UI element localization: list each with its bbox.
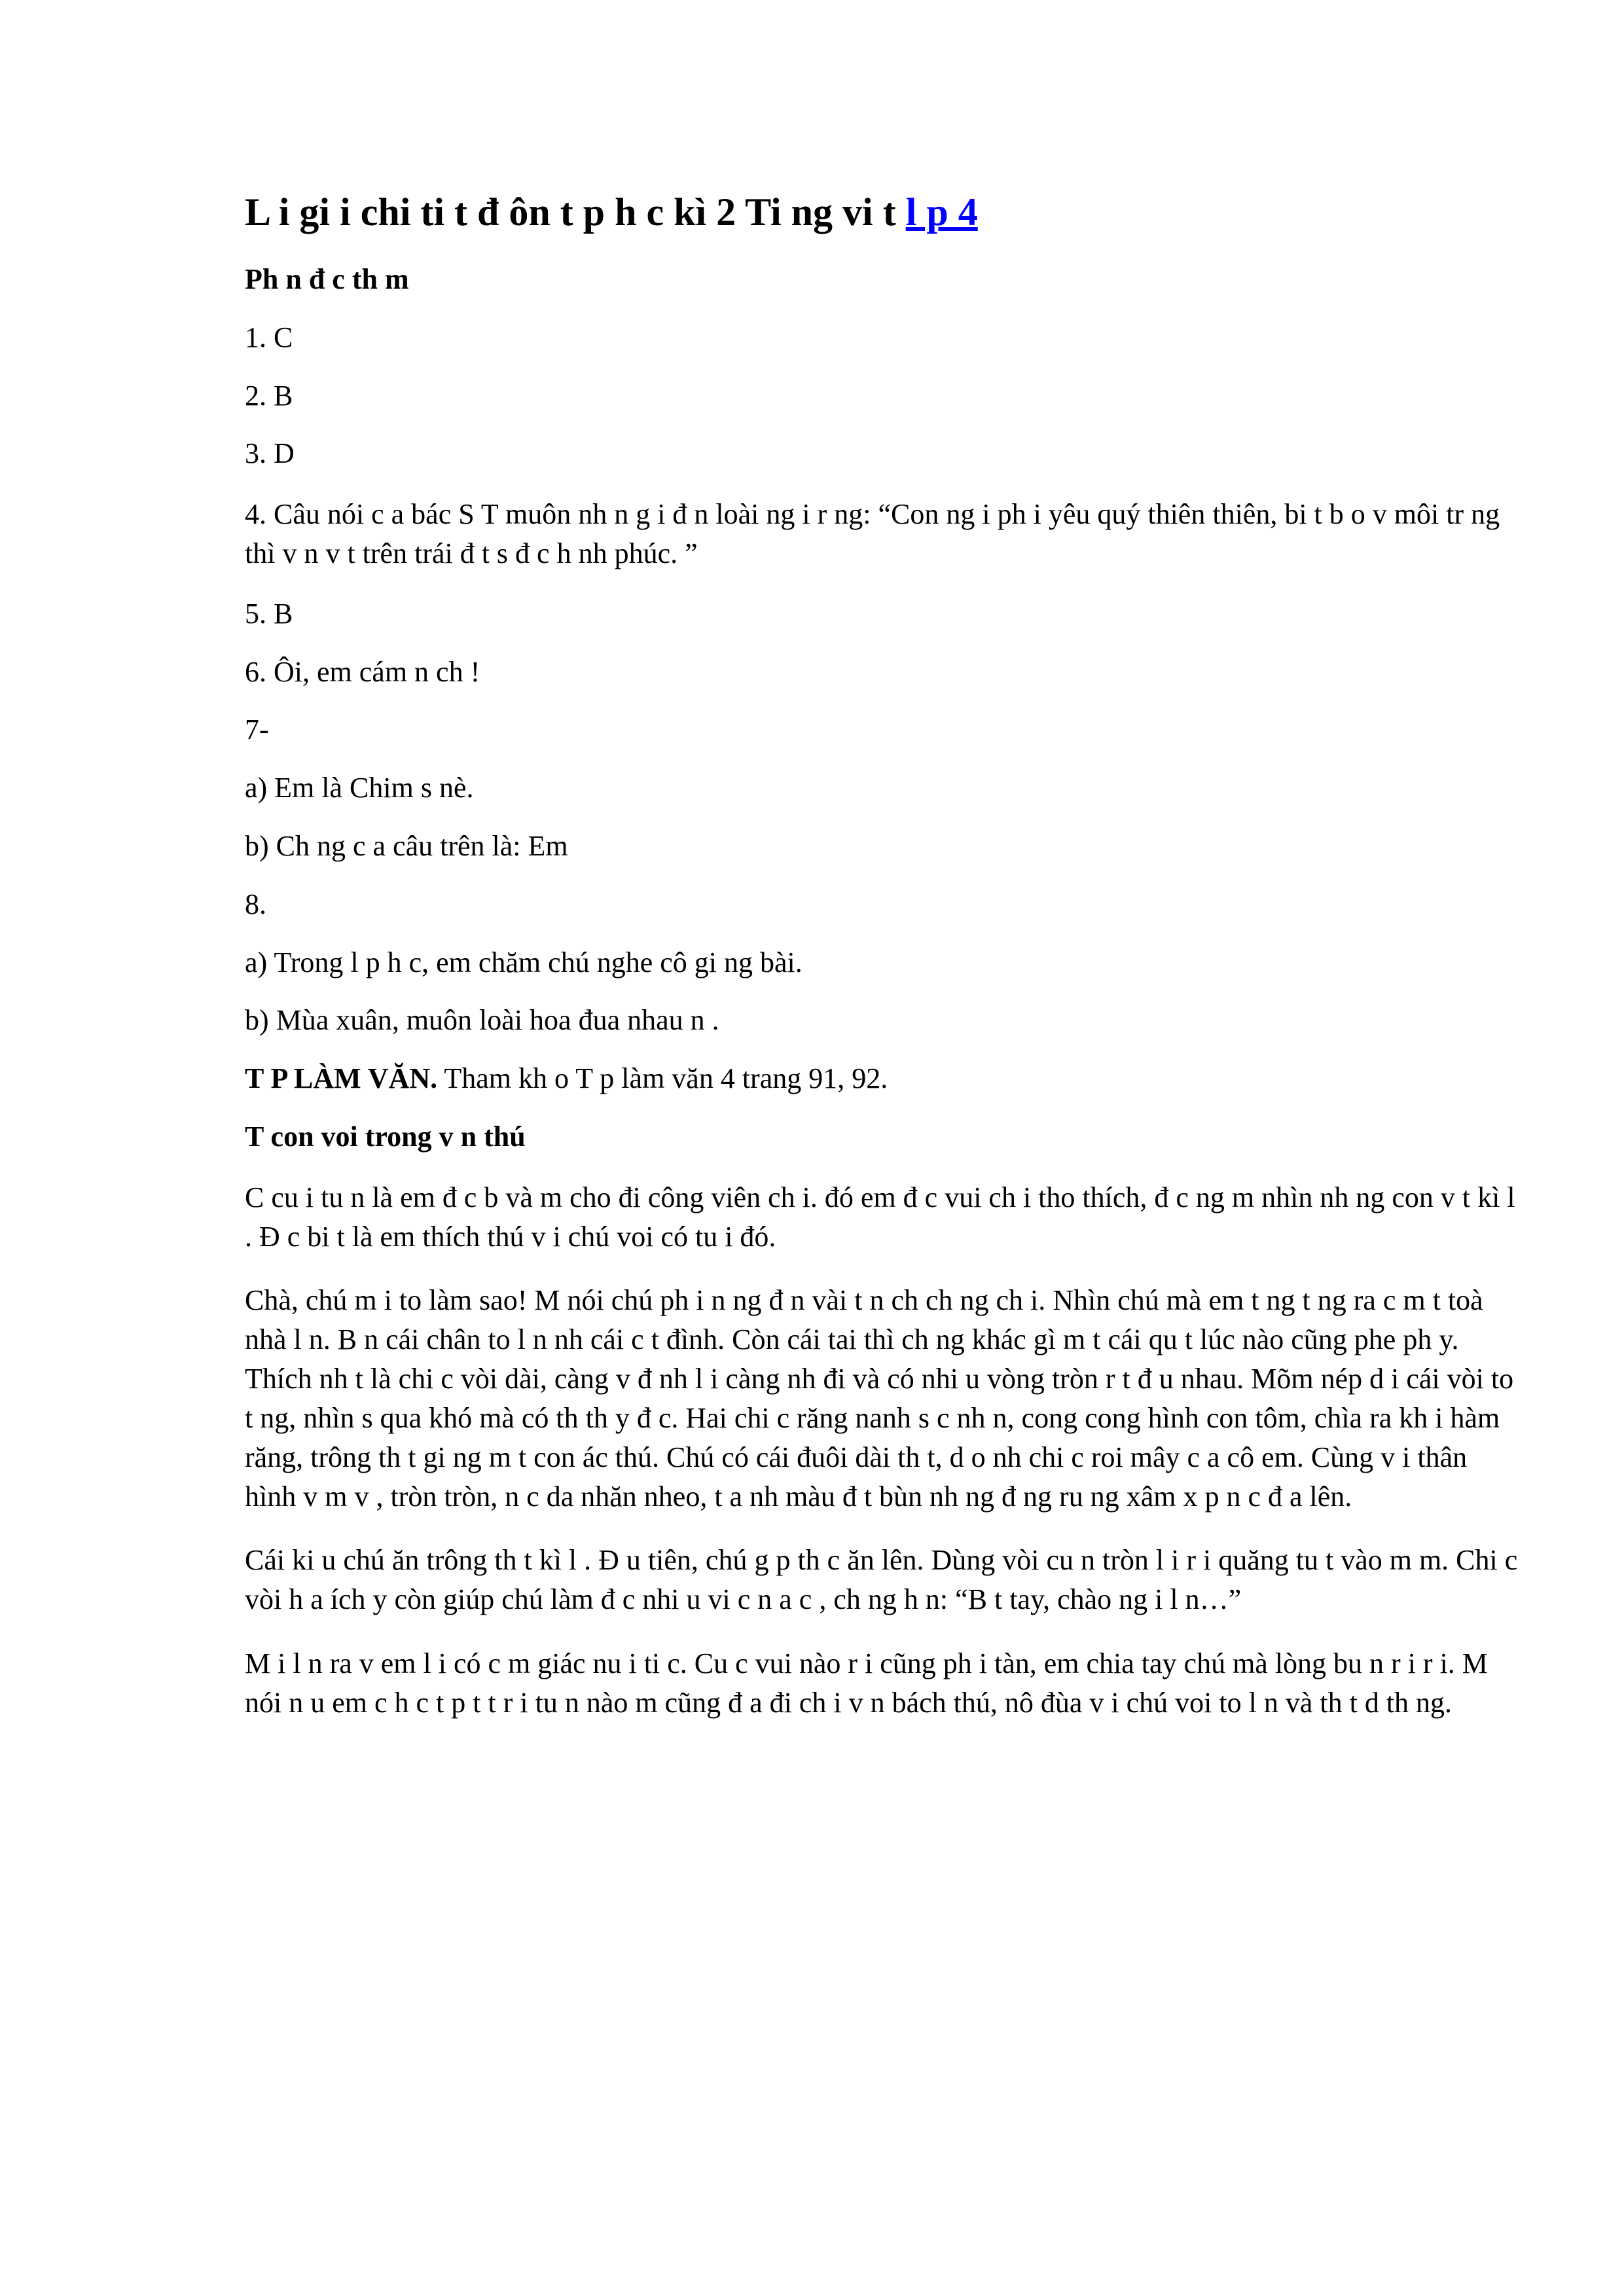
grade-link[interactable]: l p 4 xyxy=(905,190,978,234)
answer-6: 6. Ôi, em cám n ch ! xyxy=(245,655,480,688)
answer-7: 7- xyxy=(245,713,269,746)
answer-7b: b) Ch ng c a câu trên là: Em xyxy=(245,830,568,863)
essay-paragraph-1: C cu i tu n là em đ c b và m cho đi công viên ch i. đó em đ c vui ch i tho thích, đ c ng m nhìn nh ng con v t kì l . Đ c bi t là em thích thú v i chú voi có tu i đó. xyxy=(245,1181,1515,1253)
answer-2: 2. B xyxy=(245,379,293,412)
answer-7a: a) Em là Chim s nè. xyxy=(245,772,474,804)
page-title xyxy=(245,190,1519,235)
document-page xyxy=(245,190,1519,1748)
answer-8b: b) Mùa xuân, muôn loài hoa đua nhau n . xyxy=(245,1004,719,1037)
essay-paragraph-4: M i l n ra v em l i có c m giác nu i ti c. Cu c vui nào r i cũng ph i tàn, em chia tay chú mà lòng bu n r i r i. M nói n u em c h c t p t t r i tu n nào m cũng đ a đi ch i v n bách thú, nô đùa v i chú voi to l n và th t d th ng. xyxy=(245,1647,1488,1719)
section-heading-reading: Ph n đ c th m xyxy=(245,263,409,295)
writing-section xyxy=(245,1062,1519,1096)
answer-3: 3. D xyxy=(245,437,295,470)
writing-text: Tham kh o T p làm văn 4 trang 91, 92. xyxy=(437,1062,888,1095)
answer-1: 1. C xyxy=(245,321,293,353)
essay-title: T con voi trong v n thú xyxy=(245,1121,526,1153)
title-text: L i gi i chi ti t đ ôn t p h c kì 2 Ti ng vi t xyxy=(245,190,906,234)
writing-label: T P LÀM VĂN. xyxy=(245,1062,438,1095)
answer-4: 4. Câu nói c a bác S T muôn nh n g i đ n loài ng i r ng: “Con ng i ph i yêu quý thiên thiên, bi t b o v môi tr ng thì v n v t trên trái đ t s đ c h nh phúc. ” xyxy=(245,498,1500,570)
answer-8: 8. xyxy=(245,888,266,920)
essay-paragraph-2: Chà, chú m i to làm sao! M nói chú ph i n ng đ n vài t n ch ch ng ch i. Nhìn chú mà em t ng t ng ra c m t toà nhà l n. B n cái chân to l n nh cái c t đình. Còn cái tai thì ch ng khác gì m t cái qu t lúc nào cũng phe ph y. Thích nh t là chi c vòi dài, càng v đ nh l i càng nh đi và có nhi u vòng tròn r t đ u nhau. Mõm nép d i cái vòi to t ng, nhìn s qua khó mà có th th y đ c. Hai chi c răng nanh s c nh n, cong cong hình con tôm, chìa ra kh i hàm răng, trông th t gi ng m t con ác thú. Chú có cái đuôi dài th t, d o nh chi c roi mây c a cô em. Cùng v i thân hình v m v , tròn tròn, n c da nhăn nheo, t a nh màu đ t bùn nh ng đ ng ru ng xâm x p n c đ a lên. xyxy=(245,1284,1514,1513)
answer-5: 5. B xyxy=(245,597,293,630)
answer-8a: a) Trong l p h c, em chăm chú nghe cô gi ng bài. xyxy=(245,946,803,978)
essay-paragraph-3: Cái ki u chú ăn trông th t kì l . Đ u tiên, chú g p th c ăn lên. Dùng vòi cu n tròn l i r i quăng tu t vào m m. Chi c vòi h a ích y còn giúp chú làm đ c nhi u vi c n a c , ch ng h n: “B t tay, chào ng i l n…” xyxy=(245,1544,1518,1616)
